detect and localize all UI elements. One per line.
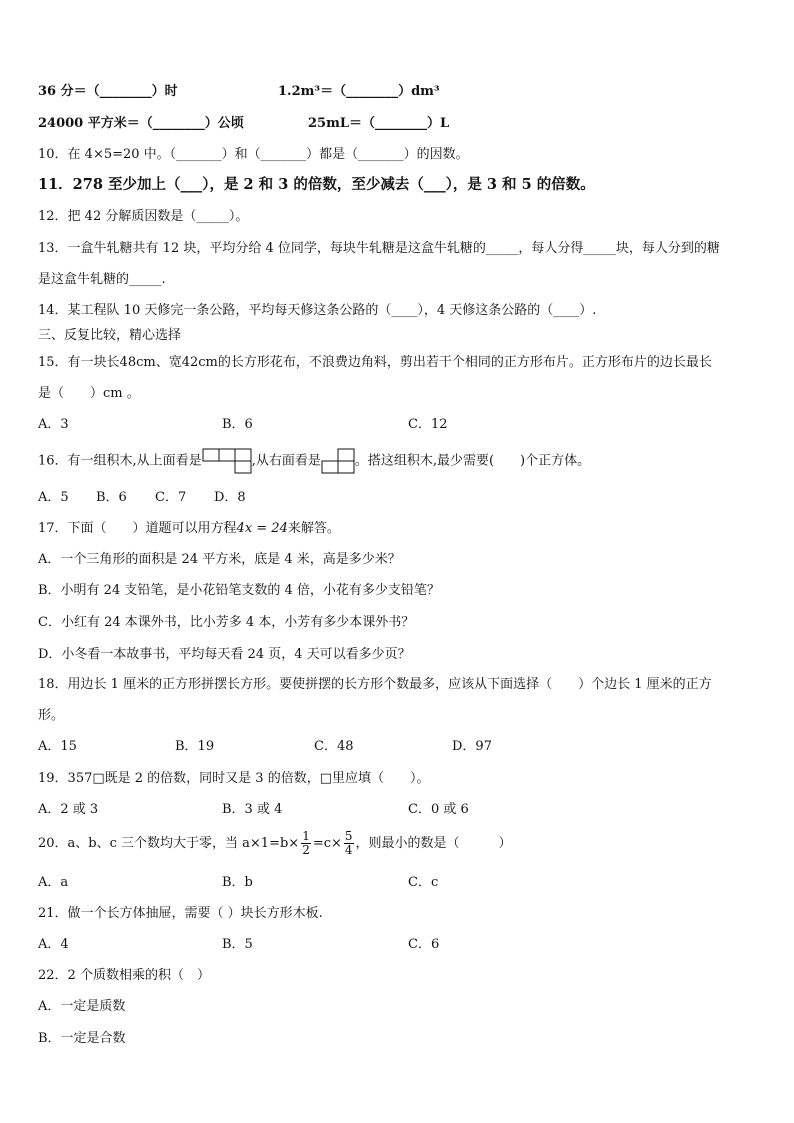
q17-option-b: B．小明有 24 支铅笔，是小花铅笔支数的 4 倍，小花有多少支铅笔？: [38, 583, 440, 598]
q16-text-3: 。搭这组积木,最少需要( )个正方体。: [354, 453, 591, 469]
fraction-one-half: [301, 830, 311, 857]
q20-option-c: C．c: [408, 875, 439, 890]
q19-option-a: A．2 或 3: [38, 802, 99, 817]
q17-equation: 4x = 24: [236, 521, 288, 536]
q16-text-2: ,从右面看是: [251, 453, 321, 469]
question-21: 21．做一个长方体抽屉，需要（ ）块长方形木板.: [38, 906, 323, 921]
q20-text-2: =c×: [312, 836, 342, 851]
q17-text-1: 17．下面（ ）道题可以用方程: [38, 521, 237, 536]
q20-text-1: 20．a、b、c 三个数均大于零，当 a×1=b×: [38, 836, 300, 851]
q20-option-b: B．b: [222, 875, 253, 890]
question-12: 12．把 42 分解质因数是（_____）。: [38, 209, 249, 224]
fraction-2-denominator: 4: [344, 843, 353, 857]
q16-option-a: A．5: [38, 490, 69, 505]
q16-option-b: B．6: [96, 490, 127, 505]
question-14: 14．某工程队 10 天修完一条公路，平均每天修这条公路的（____），4 天修这条公路的（____）.: [38, 303, 597, 318]
q17-text-2: 来解答。: [287, 521, 340, 536]
conv-area: 24000 平方米＝（________）公顷: [38, 116, 244, 131]
q22-option-a: A．一定是质数: [38, 999, 126, 1014]
question-19: 19．357□既是 2 的倍数，同时又是 3 的倍数，□里应填（ ）。: [38, 771, 430, 786]
question-18-line2: 形。: [38, 708, 65, 723]
q18-option-a: A．15: [38, 739, 77, 754]
q15-option-c: C．12: [408, 417, 448, 432]
q15-option-b: B．6: [222, 417, 253, 432]
question-10: 10．在 4×5=20 中。（_______）和（_______）都是（_______）的因数。: [38, 147, 469, 162]
question-22: 22．2 个质数相乘的积（ ）: [38, 968, 210, 983]
q16-option-c: C．7: [155, 490, 187, 505]
right-view-figure: [321, 448, 355, 474]
q16-text-1: 16．有一组积木,从上面看是: [38, 453, 202, 469]
q19-option-b: B．3 或 4: [222, 802, 283, 817]
question-17: [38, 520, 340, 538]
q21-option-a: A．4: [38, 937, 69, 952]
q15-option-a: A．3: [38, 417, 69, 432]
q17-option-c: C．小红有 24 本课外书，比小芳多 4 本，小芳有多少本课外书？: [38, 615, 415, 630]
q21-option-c: C．6: [408, 937, 440, 952]
fraction-1-denominator: 2: [302, 843, 310, 857]
question-11: 11．278 至少加上（___），是 2 和 3 的倍数，至少减去（___），是 3 和 5 的倍数。: [38, 176, 595, 193]
section-3-heading: 三、反复比较，精心选择: [38, 328, 182, 343]
fraction-2-numerator: 5: [344, 829, 353, 843]
q19-option-c: C．0 或 6: [408, 802, 469, 817]
question-15-line2: 是（ ）cm 。: [38, 386, 140, 401]
question-13-line2: 是这盒牛轧糖的_____.: [38, 272, 166, 287]
question-18-line1: 18．用边长 1 厘米的正方形拼摆长方形。要使拼摆的长方形个数最多，应该从下面选择（ ）个边长 1 厘米的正方: [38, 677, 712, 692]
conv-volume: 1.2m³＝（________）dm³: [278, 84, 440, 99]
question-20: [38, 827, 512, 861]
q20-text-3: ，则最小的数是（ ）: [355, 836, 512, 851]
q18-option-d: D．97: [452, 739, 492, 754]
q22-option-b: B．一定是合数: [38, 1031, 126, 1046]
fraction-1-numerator: 1: [302, 829, 310, 843]
question-13-line1: 13．一盒牛轧糖共有 12 块，平均分给 4 位同学，每块牛轧糖是这盒牛轧糖的_____，每人分得_____块，每人分到的糖: [38, 241, 720, 256]
conv-36min: 36 分＝（________）时: [38, 84, 178, 99]
question-16: [38, 448, 590, 475]
question-15-line1: 15．有一块长48cm、宽42cm的长方形花布，不浪费边角料，剪出若干个相同的正方形布片。正方形布片的边长最长: [38, 355, 712, 370]
q16-option-d: D．8: [214, 490, 246, 505]
q20-option-a: A．a: [38, 875, 69, 890]
q17-option-a: A．一个三角形的面积是 24 平方米，底是 4 米，高是多少米？: [38, 552, 401, 567]
fraction-five-fourths: [344, 830, 354, 857]
q21-option-b: B．5: [222, 937, 253, 952]
conv-ml: 25mL＝（________）L: [308, 116, 450, 131]
q17-option-d: D．小冬看一本故事书，平均每天看 24 页，4 天可以看多少页？: [38, 647, 411, 662]
q18-option-b: B．19: [175, 739, 215, 754]
top-view-figure: [202, 448, 252, 474]
q18-option-c: C．48: [314, 739, 354, 754]
